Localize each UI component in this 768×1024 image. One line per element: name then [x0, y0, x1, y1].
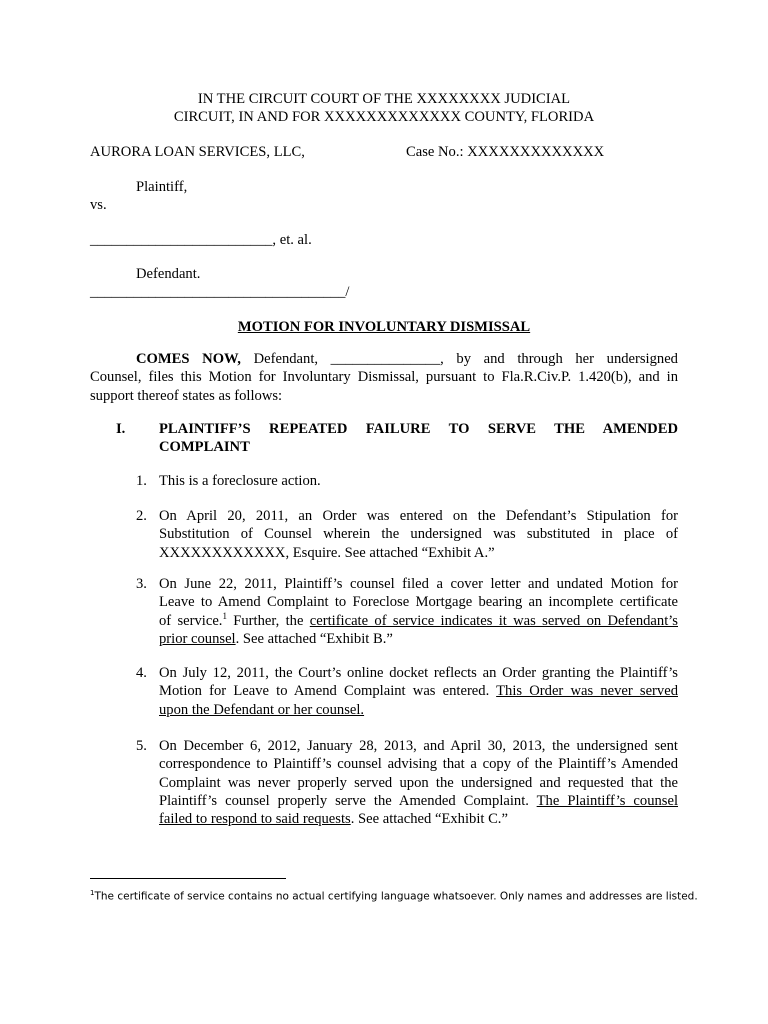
plaintiff-label: Plaintiff,	[136, 179, 188, 195]
footnote-marker: 1	[90, 889, 95, 897]
footnote	[90, 889, 698, 904]
defendant-label: Defendant.	[136, 266, 201, 282]
document-title: MOTION FOR INVOLUNTARY DISMISSAL	[237, 319, 531, 335]
section-title	[159, 420, 678, 457]
case-number: Case No.: XXXXXXXXXXXXX	[406, 144, 605, 160]
plaintiff-name: AURORA LOAN SERVICES, LLC,	[90, 144, 305, 160]
intro-line1	[90, 350, 678, 368]
item-number: 4.	[136, 665, 147, 681]
footnote-reference: 1	[222, 610, 227, 621]
footnote-separator	[90, 878, 286, 879]
item-number: 1.	[136, 473, 147, 489]
intro-line1-text: Defendant, _______________, by and through her undersigned	[253, 351, 678, 367]
item-number: 3.	[136, 576, 147, 592]
court-caption-line1: IN THE CIRCUIT COURT OF THE XXXXXXXX JUDICIAL	[197, 91, 571, 107]
court-caption-line2: CIRCUIT, IN AND FOR XXXXXXXXXXXXX COUNTY, FLORIDA	[173, 109, 595, 125]
item-text: On December 6, 2012, January 28, 2013, and April 30, 2013, the undersigned sent correspondence to Plaintiff’s counsel advising that a copy of the Plaintiff’s Amended Complaint was never properly served upon the undersigned and requested that the Plaintiff’s counsel properly serve the Amended Complaint. The Plaintiff’s counsel failed to respond to said requests. See attached “Exhibit C.”	[159, 738, 679, 828]
item-text: On June 22, 2011, Plaintiff’s counsel filed a cover letter and undated Motion for Leave to Amend Complaint to Foreclose Mortgage bearing an incomplete certificate of service.$^1$ Further, the certificate of service indicates it was served on Defendant’s prior counsel. See attached “Exhibit B.”	[159, 576, 678, 647]
item-number: 2.	[136, 508, 147, 524]
intro-paragraph	[90, 350, 678, 405]
footnote-text: The certificate of service contains no actual certifying language whatsoever. Only names and addresses are listed.	[94, 890, 698, 903]
versus-label: vs.	[90, 197, 107, 213]
intro-line3: support thereof states as follows:	[90, 387, 283, 404]
caption-closing-line: ___________________________________/	[90, 284, 350, 300]
section-title-line2: COMPLAINT	[159, 439, 250, 456]
section-number: I.	[116, 421, 126, 437]
intro-line2: Counsel, files this Motion for Involuntary Dismissal, pursuant to Fla.R.Civ.P. 1.420(b), and in	[90, 369, 678, 386]
item-text: On July 12, 2011, the Court’s online docket reflects an Order granting the Plaintiff’s Motion for Leave to Amend Complaint was entered. This Order was never served upon the Defendant or her counsel.	[159, 665, 678, 718]
item-number: 5.	[136, 738, 147, 754]
item-text: On April 20, 2011, an Order was entered on the Defendant’s Stipulation for Substitution of Counsel wherein the undersigned was substituted in place of XXXXXXXXXXXX, Esquire. See attached “Exhibit A.”	[159, 508, 678, 561]
intro-lead: COMES NOW,	[136, 351, 241, 367]
section-title-line1: PLAINTIFF’S REPEATED FAILURE TO SERVE THE AMENDED	[159, 421, 678, 437]
item-text: This is a foreclosure action.	[159, 473, 321, 489]
defendant-blank: _________________________, et. al.	[90, 232, 312, 248]
